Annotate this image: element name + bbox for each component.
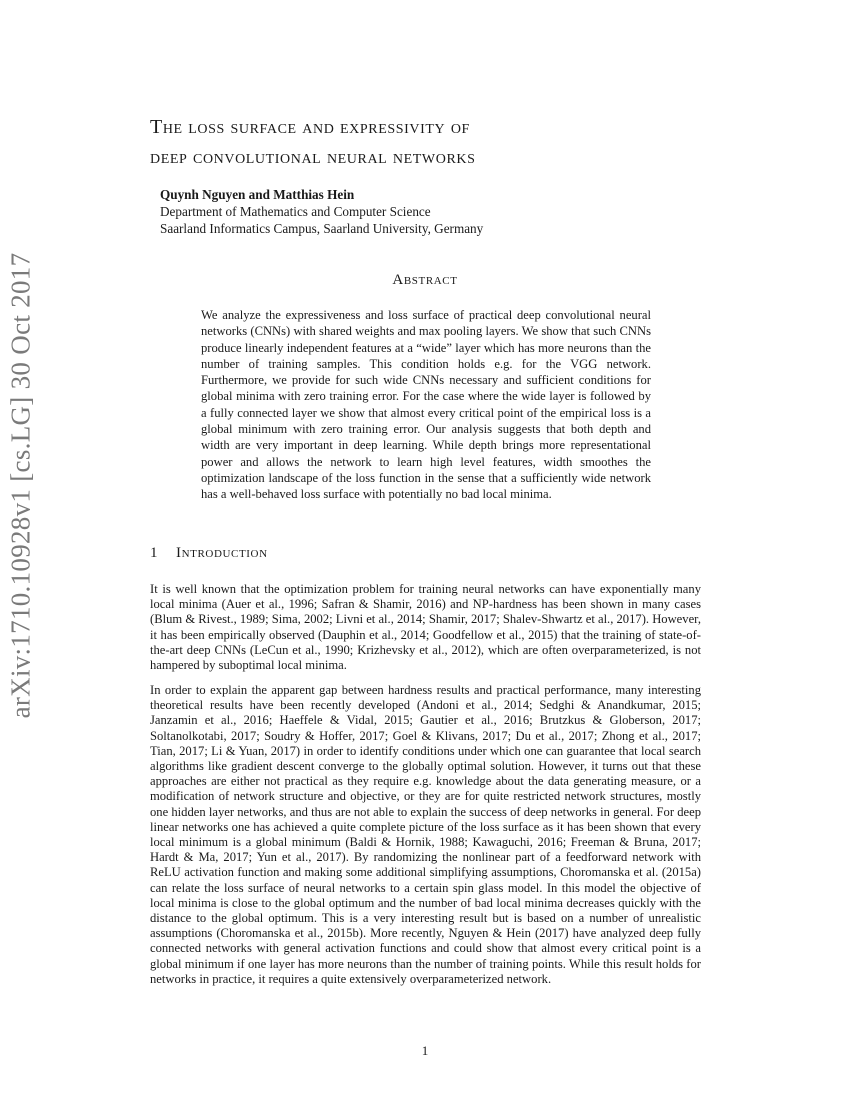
abstract-text: We analyze the expressiveness and loss surface of practical deep convolutional neural networks (CNNs) with shared weights and max pooling layers. We show that such CNNs produce linearly independent features at a “wide” layer which has more neurons than the number of training samples. This condition holds e.g. for the VGG network. Furthermore, we provide for such wide CNNs necessary and sufficient conditions for global minima with zero training error. For the case where the wide layer is followed by a fully connected layer we show that almost every critical point of the empirical loss is a global minimum with zero training error. Our analysis suggests that both depth and width are very important in deep learning. While depth brings more representational power and allows the network to learn high level features, width smoothes the optimization landscape of the loss function in the sense that a sufficiently wide network has a well-behaved loss surface with potentially no bad local minima. [201, 308, 651, 502]
intro-paragraph-1: It is well known that the optimization problem for training neural networks can have exponentially many local minima (Auer et al., 1996; Safran & Shamir, 2016) and NP-hardness has been shown in many cases (Blum & Rivest., 1989; Sima, 2002; Livni et al., 2014; Shamir, 2017; Shalev-Shwartz et al., 2017). However, it has been empirically observed (Dauphin et al., 2014; Goodfellow et al., 2015) that the training of state-of-the-art deep CNNs (LeCun et al., 1990; Krizhevsky et al., 2012), which are often overparameterized, is not hampered by suboptimal local minima. [150, 582, 701, 673]
author-affiliation-department: Department of Mathematics and Computer Science [160, 204, 431, 219]
arxiv-identifier-stamp [0, 252, 42, 718]
intro-paragraph-2: In order to explain the apparent gap between hardness results and practical performance, many interesting theoretical results have been recently developed (Andoni et al., 2014; Sedghi & Anandkumar, 2015; Janzamin et al., 2016; Haeffele & Vidal, 2015; Gautier et al., 2016; Brutzkus & Globerson, 2017; Soltanolkotabi, 2017; Soudry & Hoffer, 2017; Goel & Klivans, 2017; Du et al., 2017; Zhong et al., 2017; Tian, 2017; Li & Yuan, 2017) in order to identify conditions under which one can guarantee that local search algorithms like gradient descent converge to the globally optimal solution. However, it turns out that these approaches are either not practical as they require e.g. knowledge about the data generating measure, or a modification of network structure and objective, or they are for quite restricted network structures, mostly one hidden layer networks, and thus are not able to explain the success of deep networks in general. For deep linear networks one has achieved a quite complete picture of the loss surface as it has been shown that every local minimum is a global minimum (Baldi & Hornik, 1988; Kawaguchi, 2016; Freeman & Bruna, 2017; Hardt & Ma, 2017; Yun et al., 2017). By randomizing the nonlinear part of a feedforward network with ReLU activation function and making some additional simplifying assumptions, Choromanska et al. (2015a) can relate the loss surface of neural networks to a certain spin glass model. In this model the objective of local minima is close to the global optimum and the number of bad local minima decreases quickly with the distance to the global optimum. This is a very interesting result but is based on a number of unrealistic assumptions (Choromanska et al., 2015b). More recently, Nguyen & Hein (2017) have analyzed deep fully connected networks with general activation functions and could show that almost every critical point is a global minimum if one layer has more neurons than the number of training points. While this result holds for networks in practice, it requires a quite extensively overparameterized network. [150, 683, 701, 986]
title-line-2: deep convolutional neural networks [150, 146, 476, 168]
title-line-1: The loss surface and expressivity of [150, 116, 470, 138]
author-names: Quynh Nguyen and Matthias Hein [160, 187, 355, 202]
section-number: 1 [150, 545, 159, 561]
paper-title [150, 112, 710, 172]
arxiv-identifier-text: arXiv:1710.10928v1 [cs.LG] 30 Oct 2017 [5, 252, 36, 718]
abstract-heading: Abstract [392, 272, 458, 288]
section-title: Introduction [176, 545, 268, 561]
section-heading-introduction [150, 545, 710, 562]
author-affiliation-university: Saarland Informatics Campus, Saarland University, Germany [160, 221, 484, 236]
page-number: 1 [421, 1043, 429, 1058]
author-block [160, 186, 720, 237]
